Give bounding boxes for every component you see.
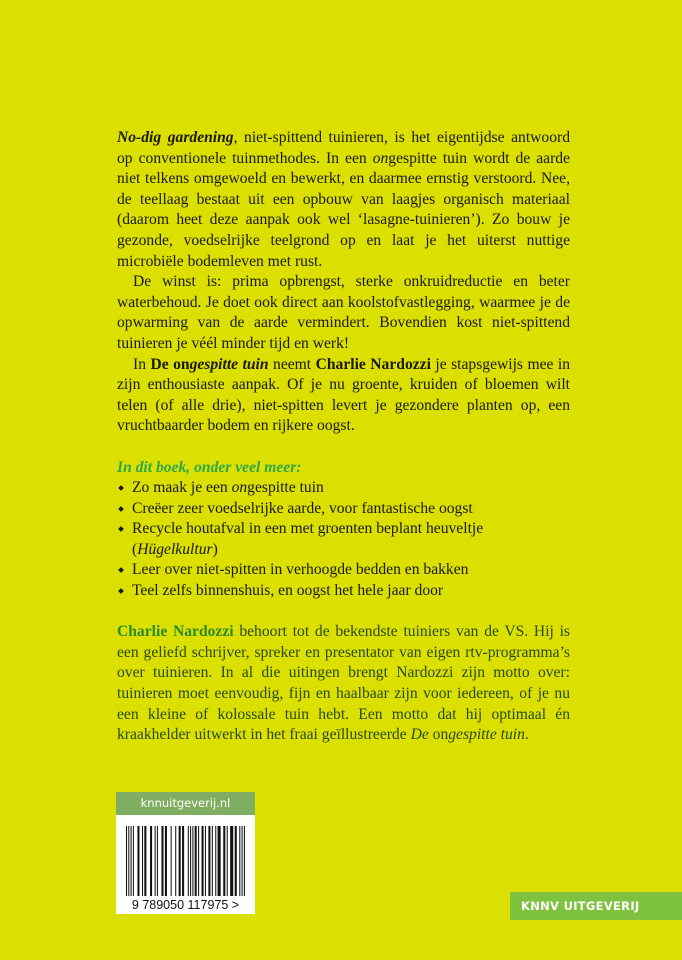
list-item: Leer over niet-spitten in verhoogde bedden en bakken: [117, 560, 570, 581]
bullet-icon: [118, 506, 124, 512]
barcode-bar: [142, 826, 143, 896]
bullet-icon: [118, 568, 124, 574]
barcode-bar: [171, 826, 172, 896]
list-item: Recycle houtafval in een met groenten beplant heuveltje (Hügelkultur): [117, 519, 570, 560]
intro-paragraph-3: In De ongespitte tuin neemt Charlie Nardozzi je stapsgewijs mee in zijn enthousiaste aanpak. Of je nu groente, kruiden of bloemen wilt telen (of alle drie), niet-spitten levert je gezondere planten op, een vruchtbaarder bodem en rijkere oogst.: [117, 355, 571, 435]
barcode-bar: [244, 826, 245, 896]
barcode-bar: [242, 826, 243, 896]
bullet-icon: [118, 485, 124, 491]
list-item: Teel zelfs binnenshuis, en oogst het hele jaar door: [117, 581, 570, 602]
isbn-number: 9 789050 117975 >: [131, 898, 240, 912]
barcode-bar: [157, 826, 158, 896]
barcode-bar: [175, 826, 176, 896]
bio-author-name: Charlie Nardozzi: [117, 623, 234, 641]
features-list: [117, 478, 570, 602]
barcode-bar: [155, 826, 156, 896]
barcode-bar: [137, 826, 139, 896]
bullet-icon: [118, 526, 124, 532]
barcode-bar: [192, 826, 193, 896]
barcode-bar: [190, 826, 191, 896]
back-cover-text: [117, 128, 570, 746]
barcode-bar: [235, 826, 237, 896]
barcode-bar: [195, 826, 197, 896]
barcode-bar: [218, 826, 221, 896]
spacer: [117, 602, 570, 623]
barcode-bar: [133, 826, 134, 896]
barcode-bar: [144, 826, 146, 896]
barcode-bar: [223, 826, 225, 896]
barcode-bar: [230, 826, 233, 896]
author-bio: Charlie Nardozzi behoort tot de bekendste tuiniers van de VS. Hij is een geliefd schrijver, spreker en presentator van eigen rtv-programma’s over tuinieren. In al die uitingen brengt Nardozzi zijn motto over: tuinieren moet eenvoudig, fijn en haalbaar zijn voor iedereen, of je nu een kleine of kolossale tuin hebt. Een motto dat hij optimaal én kraakhelder uitwerkt in het fraai geïllustreerde De ongespitte tuin.: [117, 623, 570, 744]
lead-phrase: No-dig gardening: [117, 129, 234, 146]
barcode-bar: [208, 826, 210, 896]
barcode-bar: [165, 826, 167, 896]
list-item: Zo maak je een ongespitte tuin: [117, 478, 570, 499]
barcode-icon: [126, 826, 245, 896]
barcode-bar: [227, 826, 228, 896]
barcode-bar: [131, 826, 132, 896]
bullet-icon: [118, 588, 124, 594]
barcode-bar: [126, 826, 127, 896]
intro-paragraph-2: De winst is: prima opbrengst, sterke onkruidreductie en beter waterbehoud. Je doet ook direct aan koolstofvastlegging, waarmee je de opwarming van de aarde vermindert. Bovendien kost niet-spittend tuinieren je véél minder tijd en werk!: [117, 273, 570, 352]
barcode-box: [116, 792, 255, 914]
spacer: [117, 437, 570, 458]
barcode-bar: [161, 826, 163, 896]
barcode-bar: [239, 826, 240, 896]
features-heading: In dit boek, onder veel meer:: [117, 458, 302, 476]
barcode-bar: [179, 826, 181, 896]
barcode-bar: [188, 826, 189, 896]
barcode-bar: [182, 826, 184, 896]
barcode-bar: [198, 826, 199, 896]
barcode-bar: [205, 826, 206, 896]
barcode-bar: [128, 826, 129, 896]
barcode-bar: [150, 826, 152, 896]
intro-paragraph-1: No-dig gardening, niet-spittend tuinieren, is het eigentijdse antwoord op conventionele tuinmethodes. In een ongespitte tuin wordt de aarde niet telkens omgewoeld en bewerkt, en daarmee ernstig verstoord. Nee, de teellaag bestaat uit een opbouw van laagjes organisch materiaal (daarom heet deze aanpak ook wel ‘lasagne-tuinieren’). Zo bouw je gezonde, voedselrijke teelgrond op en laat je het uiterst nuttige microbiële bodemleven met rust.: [117, 129, 570, 270]
publisher-website[interactable]: knnuitgeverij.nl: [116, 792, 255, 815]
barcode-bar: [215, 826, 216, 896]
author-name: Charlie Nardozzi: [315, 355, 431, 373]
publisher-logo: KNNV UITGEVERIJ: [510, 892, 682, 920]
barcode-bar: [202, 826, 204, 896]
book-title: De ongespitte tuin: [150, 355, 269, 373]
barcode-bar: [212, 826, 213, 896]
list-item: Creëer zeer voedselrijke aarde, voor fantastische oogst: [117, 499, 570, 520]
